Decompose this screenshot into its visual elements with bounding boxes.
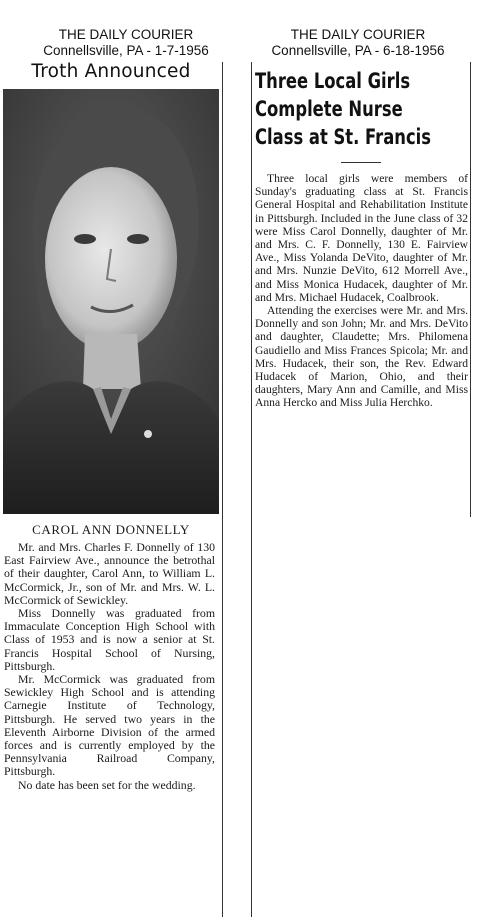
newspaper-name: THE DAILY COURIER (58, 27, 194, 42)
newspaper-name: THE DAILY COURIER (290, 27, 426, 42)
portrait-image (3, 89, 219, 514)
dateline: Connellsville, PA - 1-7-1956 (43, 43, 209, 58)
headline-line: Three Local Girls (255, 69, 411, 93)
paragraph: No date has been set for the wedding. (18, 777, 196, 792)
paragraph: Miss Donnelly was graduated from Immaculate Conception High School with Class of 1953 and is now a senior at St. Francis Hospital School of Nursing, Pittsburgh. (4, 606, 215, 673)
clipping-header-left (28, 27, 224, 59)
divider (341, 162, 381, 163)
paragraph: Attending the exercises were Mr. and Mrs. Donnelly and son John; Mr. and Mrs. DeVito and daughter, Claudette; Mrs. Philomena Gaudiello and Miss Frances Spicola; Mr. and Mrs. Hudacek, their son, the Rev. Edward Hudacek of Marion, Ohio, and their daughters, Mary Ann and Camille, and Miss Anna Hercko and Miss Julia Herchko. (255, 304, 468, 410)
column-rule (251, 62, 252, 917)
headline: Troth Announced (31, 61, 191, 82)
headline-line: Class at St. Francis (255, 125, 432, 149)
article-body (255, 172, 468, 410)
paragraph: Mr. McCormick was graduated from Sewickley High School and is attending Carnegie Institute of Technology, Pittsburgh. He served two years in the Eleventh Airborne Division of the armed forces and is currently employed by the Pennsylvania Railroad Company, Pittsburgh. (4, 672, 215, 779)
portrait-photo (3, 89, 219, 514)
headline-line: Complete Nurse (255, 97, 403, 121)
article-body (4, 541, 215, 792)
paragraph: Mr. and Mrs. Charles F. Donnelly of 130 East Fairview Ave., announce the betrothal of their daughter, Carol Ann, to William L. McCormick, Jr., son of Mr. and Mrs. W. L. McCormick of Sewickley. (4, 540, 215, 607)
dateline: Connellsville, PA - 6-18-1956 (271, 43, 445, 58)
clipping-header-right (258, 27, 458, 59)
column-rule (222, 62, 223, 917)
column-rule (470, 62, 471, 517)
headline (255, 67, 432, 151)
paragraph: Three local girls were members of Sunday's graduating class at St. Francis General Hospital and Rehabilitation Institute in Pittsburgh. Included in the June class of 32 were Miss Carol Donnelly, daughter of Mr. and Mrs. C. F. Donnelly, 130 E. Fairview Ave., Miss Yolanda DeVito, daughter of Mr. and Mrs. Nunzie DeVito, 612 Morrell Ave., and Miss Monica Hudacek, daughter of Mr. and Mrs. Michael Hudacek, Coalbrook. (255, 172, 468, 304)
photo-caption: CAROL ANN DONNELLY (32, 522, 190, 537)
